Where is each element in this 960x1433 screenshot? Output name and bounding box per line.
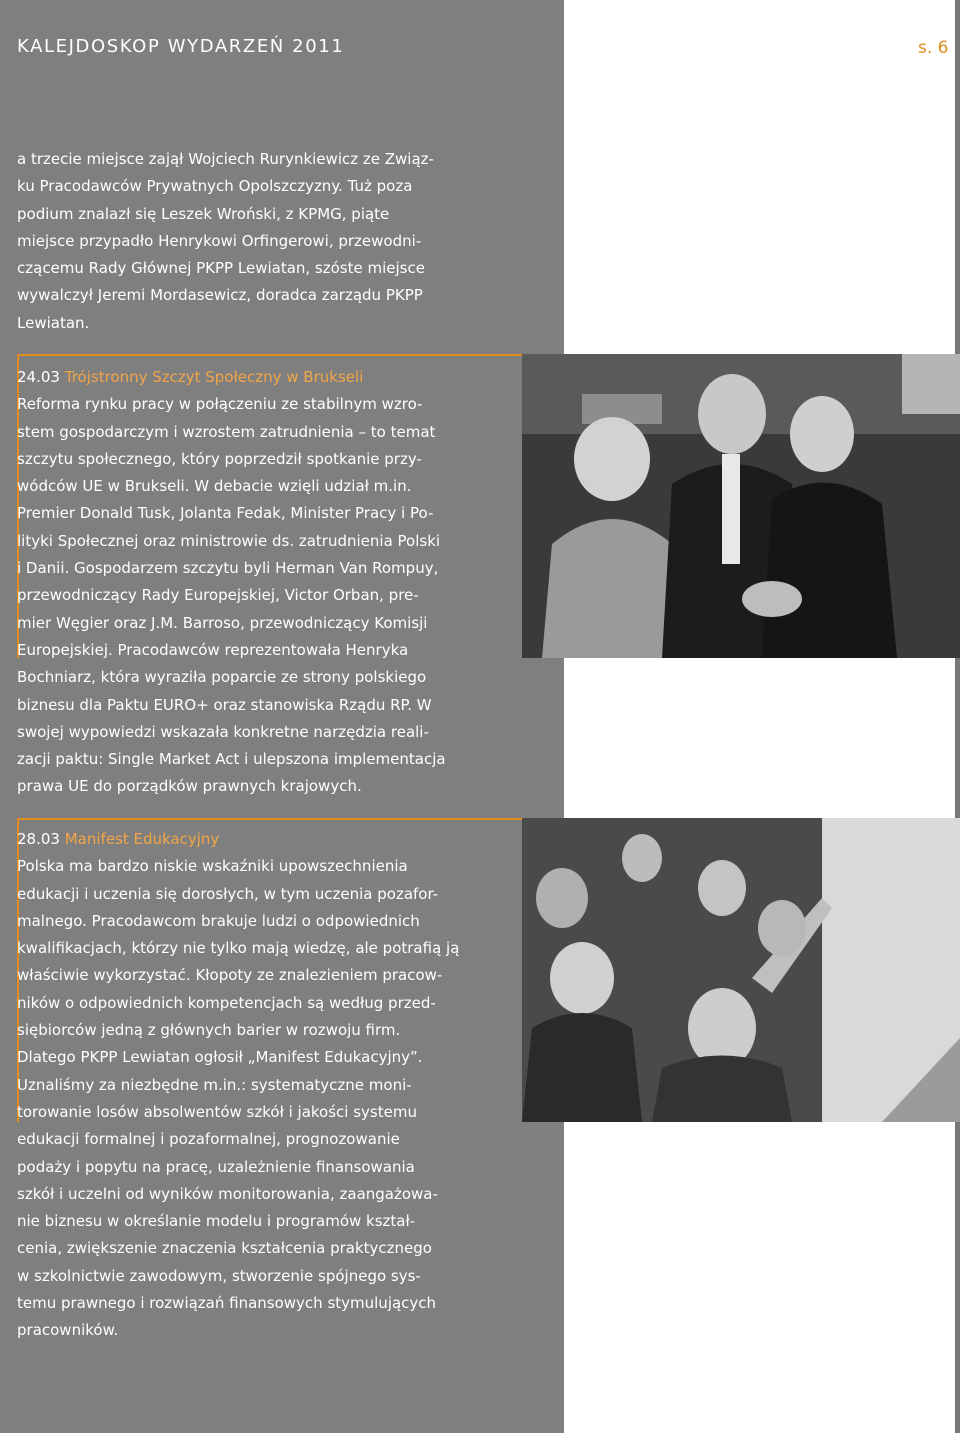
text-line: przewodniczący Rady Europejskiej, Victor Orban, pre- <box>17 586 419 605</box>
manifest-photo <box>522 818 960 1122</box>
text-line: kwalifikacjach, którzy nie tylko mają wiedzę, ale potrafią ją <box>17 939 460 958</box>
summit-photo <box>522 354 960 658</box>
page-number: s. 6 <box>918 38 949 58</box>
text-line: edukacji formalnej i pozaformalnej, prognozowanie <box>17 1130 400 1149</box>
text-line: lityki Społecznej oraz ministrowie ds. zatrudnienia Polski <box>17 531 441 550</box>
text-line: edukacji i uczenia się dorosłych, w tym uczenia pozafor- <box>17 884 439 903</box>
text-line: cenia, zwiększenie znaczenia kształcenia praktycznego <box>17 1239 432 1258</box>
text-line: Premier Donald Tusk, Jolanta Fedak, Minister Pracy i Po- <box>17 504 434 523</box>
text-line: wódców UE w Brukseli. W debacie wzięli udział m.in. <box>17 477 412 496</box>
text-line: Uznaliśmy za niezbędne m.in.: systematyczne moni- <box>17 1075 412 1094</box>
text-line: miejsce przypadło Henrykowi Orfingerowi, przewodni- <box>17 231 422 250</box>
section1-title: Trójstronny Szczyt Społeczny w Brukseli <box>64 368 364 386</box>
section1-text <box>17 364 462 801</box>
text-line: podium znalazł się Leszek Wroński, z KPMG, piąte <box>17 204 390 223</box>
text-line: podaży i popytu na pracę, uzależnienie finansowania <box>17 1157 415 1176</box>
text-line: Polska ma bardzo niskie wskaźniki upowszechnienia <box>17 857 408 876</box>
text-line: torowanie losów absolwentów szkół i jakości systemu <box>17 1102 417 1121</box>
text-line: zacji paktu: Single Market Act i ulepszona implementacja <box>17 750 446 769</box>
text-line: prawa UE do porządków prawnych krajowych. <box>17 777 362 796</box>
right-edge-strip <box>955 0 960 1433</box>
text-line: malnego. Pracodawcom brakuje ludzi o odpowiednich <box>17 911 420 930</box>
text-line: czącemu Rady Głównej PKPP Lewiatan, szóste miejsce <box>17 259 425 278</box>
text-line: wywalczył Jeremi Mordasewicz, doradca zarządu PKPP <box>17 286 423 305</box>
intro-paragraph <box>17 146 462 337</box>
text-line: a trzecie miejsce zajął Wojciech Rurynkiewicz ze Związ- <box>17 150 434 168</box>
text-line: właściwie wykorzystać. Kłopoty ze znalezieniem pracow- <box>17 966 443 985</box>
section2-title: Manifest Edukacyjny <box>64 830 220 848</box>
manifest-photo-illustration <box>522 818 960 1122</box>
section1-heading <box>17 364 462 391</box>
text-line: Lewiatan. <box>17 313 90 332</box>
page-title: KALEJDOSKOP WYDARZEŃ 2011 <box>17 36 345 57</box>
text-line: szkół i uczelni od wyników monitorowania, zaangażowa- <box>17 1184 438 1203</box>
text-line: biznesu dla Paktu EURO+ oraz stanowiska Rządu RP. W <box>17 695 432 714</box>
text-line: i Danii. Gospodarzem szczytu byli Herman Van Rompuy, <box>17 559 439 578</box>
text-line: Dlatego PKPP Lewiatan ogłosił „Manifest Edukacyjny”. <box>17 1048 423 1067</box>
text-line: temu prawnego i rozwiązań finansowych stymulujących <box>17 1294 437 1313</box>
text-line: szczytu społecznego, który poprzedził spotkanie przy- <box>17 449 422 468</box>
text-line: Europejskiej. Pracodawców reprezentowała Henryka <box>17 640 409 659</box>
text-line: Bochniarz, która wyraziła poparcie ze strony polskiego <box>17 668 427 687</box>
section2-heading <box>17 826 462 853</box>
text-line: swojej wypowiedzi wskazała konkretne narzędzia reali- <box>17 722 429 741</box>
section2-date: 28.03 <box>17 830 60 848</box>
section1-date: 24.03 <box>17 368 60 386</box>
text-line: w szkolnictwie zawodowym, stworzenie spójnego sys- <box>17 1266 421 1285</box>
text-line: siębiorców jedną z głównych barier w rozwoju firm. <box>17 1021 401 1040</box>
text-line: ku Pracodawców Prywatnych Opolszczyzny. Tuż poza <box>17 177 413 196</box>
text-line: ników o odpowiednich kompetencjach są według przed- <box>17 993 436 1012</box>
text-line: mier Węgier oraz J.M. Barroso, przewodniczący Komisji <box>17 613 428 632</box>
text-line: nie biznesu w określanie modelu i programów kształ- <box>17 1212 416 1231</box>
text-line: Reforma rynku pracy w połączeniu ze stabilnym wzro- <box>17 395 423 414</box>
summit-photo-illustration <box>522 354 960 658</box>
text-line: pracowników. <box>17 1321 119 1340</box>
text-line: stem gospodarczym i wzrostem zatrudnienia – to temat <box>17 422 436 441</box>
section2-text <box>17 826 462 1345</box>
